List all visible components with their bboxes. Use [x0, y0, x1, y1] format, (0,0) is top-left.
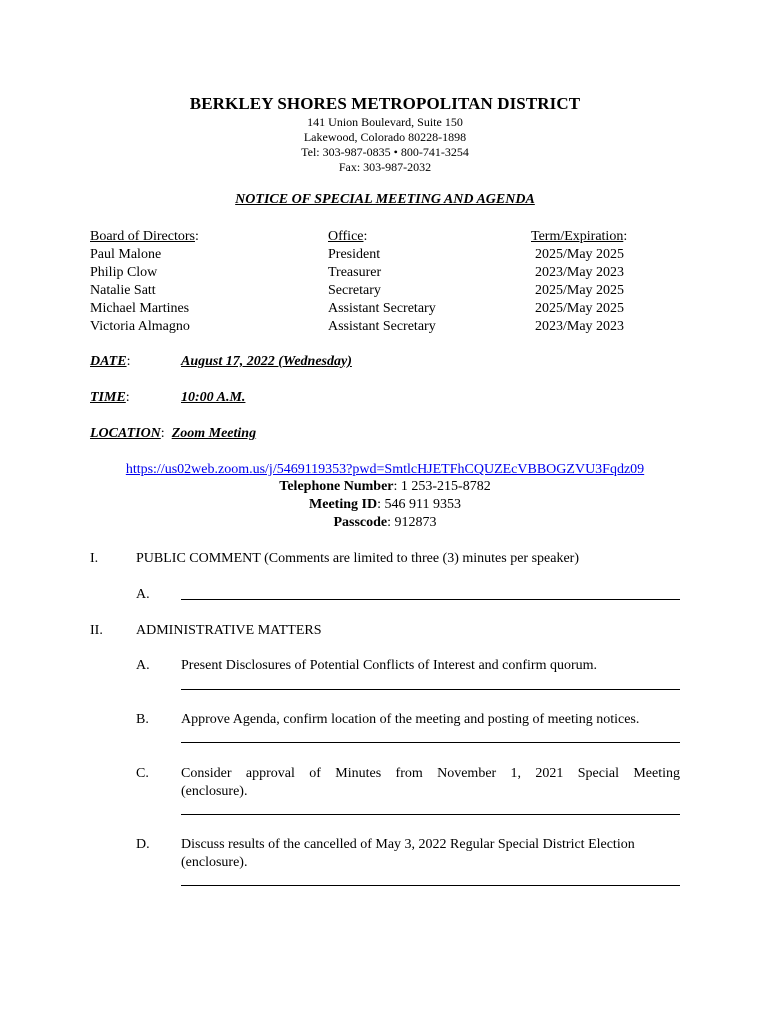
- zoom-link-row: [0, 460, 770, 478]
- director-office: Assistant Secretary: [328, 319, 436, 334]
- item-c-letter: C.: [136, 766, 149, 781]
- meeting-id-line: Meeting ID: 546 911 9353: [309, 497, 461, 512]
- telephone-line: Tel: 303-987-0835 • 800-741-3254: [301, 145, 469, 159]
- passcode-line: Passcode: 912873: [333, 515, 437, 530]
- date-value: August 17, 2022 (Wednesday): [181, 354, 352, 369]
- director-term: 2025/May 2025: [535, 301, 625, 316]
- item-d-letter: D.: [136, 837, 150, 852]
- director-office: Treasurer: [328, 265, 382, 280]
- time-label: TIME:: [90, 390, 130, 405]
- telephone-number-line: Telephone Number: 1 253-215-8782: [279, 479, 491, 494]
- item-d-rule: [181, 885, 680, 886]
- section-1-item-a-letter: A.: [136, 587, 150, 602]
- board-directors-header: Board of Directors:: [90, 229, 199, 244]
- date-label: DATE:: [90, 354, 131, 369]
- address-line-1: 141 Union Boulevard, Suite 150: [307, 115, 463, 129]
- director-office: Secretary: [328, 283, 381, 298]
- time-value: 10:00 A.M.: [181, 390, 246, 405]
- director-name: Paul Malone: [90, 247, 162, 262]
- director-office: President: [328, 247, 381, 262]
- district-name: BERKLEY SHORES METROPOLITAN DISTRICT: [189, 94, 581, 113]
- item-a-rule: [181, 689, 680, 690]
- item-a-text: Present Disclosures of Potential Conflicts of Interest and confirm quorum.: [181, 658, 598, 673]
- item-b-rule: [181, 742, 680, 743]
- item-c-rule: [181, 814, 680, 815]
- address-line-2: Lakewood, Colorado 80228-1898: [303, 130, 467, 144]
- item-d-text-line-2: (enclosure).: [181, 855, 248, 870]
- director-name: Michael Martines: [90, 301, 190, 316]
- board-term-header: Term/Expiration:: [531, 229, 628, 244]
- section-2-title: ADMINISTRATIVE MATTERS: [136, 623, 322, 638]
- notice-title: NOTICE OF SPECIAL MEETING AND AGENDA: [235, 192, 535, 207]
- director-name: Philip Clow: [90, 265, 158, 280]
- section-1-number: I.: [90, 551, 99, 566]
- location-value: Zoom Meeting: [171, 426, 257, 441]
- item-a-letter: A.: [136, 658, 150, 673]
- item-b-letter: B.: [136, 712, 149, 727]
- board-office-header: Office:: [328, 229, 368, 244]
- section-1-title: PUBLIC COMMENT (Comments are limited to three (3) minutes per speaker): [136, 551, 579, 566]
- director-name: Victoria Almagno: [90, 319, 190, 334]
- item-b-text: Approve Agenda, confirm location of the meeting and posting of meeting notices.: [181, 712, 640, 727]
- fax-line: Fax: 303-987-2032: [338, 160, 432, 174]
- item-c-text-line-2: (enclosure).: [181, 784, 248, 799]
- item-d-text-line-1: Discuss results of the cancelled of May 3, 2022 Regular Special District Election: [181, 837, 635, 852]
- zoom-meeting-link[interactable]: https://us02web.zoom.us/j/5469119353?pwd=SmtlcHJETFhCQUZEcVBBOGZVU3Fqdz09: [125, 462, 645, 477]
- item-c-text-line-1: Consider approval of Minutes from November 1, 2021 Special Meeting: [181, 766, 680, 781]
- director-office: Assistant Secretary: [328, 301, 436, 316]
- director-name: Natalie Satt: [90, 283, 156, 298]
- director-term: 2025/May 2025: [535, 247, 625, 262]
- location-line: LOCATION: Zoom Meeting: [90, 426, 257, 441]
- section-2-number: II.: [90, 623, 103, 638]
- director-term: 2023/May 2023: [535, 265, 625, 280]
- director-term: 2023/May 2023: [535, 319, 625, 334]
- director-term: 2025/May 2025: [535, 283, 625, 298]
- section-1-item-a-blank-line: [181, 599, 680, 600]
